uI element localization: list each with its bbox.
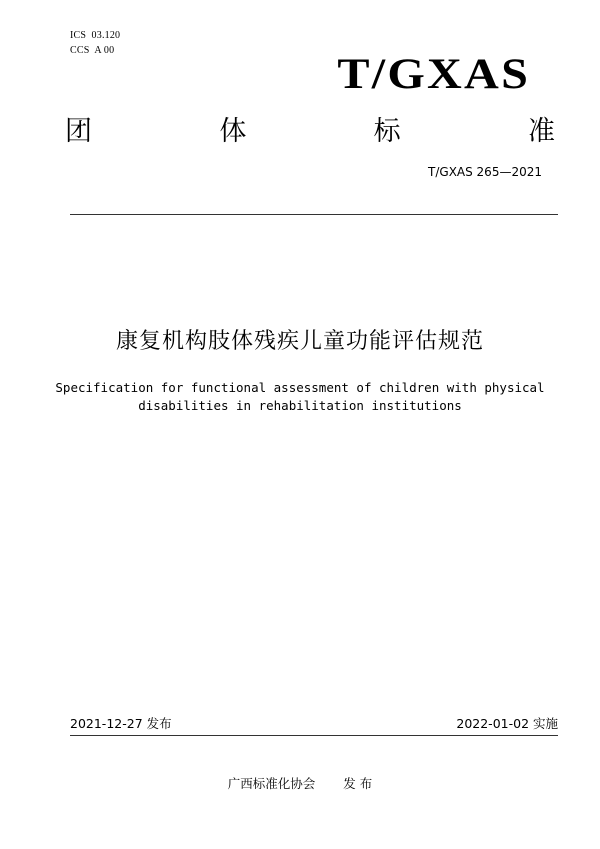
standard-number: T/GXAS 265—2021 <box>428 165 542 179</box>
standard-type-char-2: 体 <box>219 116 247 147</box>
publisher-line <box>0 776 600 792</box>
title-english-line-2: disabilities in rehabilitation institutions <box>138 398 462 413</box>
implementation-date: 2022-01-02 实施 <box>456 716 558 731</box>
bottom-divider <box>70 735 558 736</box>
title-english-line-1: Specification for functional assessment of children with physical <box>55 380 545 395</box>
standard-type-heading <box>65 115 555 149</box>
standard-type-char-3: 标 <box>373 116 401 147</box>
standard-type-char-4: 准 <box>527 116 555 147</box>
ics-code: ICS 03.120 <box>70 30 121 41</box>
top-divider <box>70 214 558 215</box>
issue-date: 2021-12-27 发布 <box>70 716 172 731</box>
publisher-action: 发 布 <box>343 776 373 791</box>
publisher-name: 广西标准化协会 <box>227 776 316 791</box>
ccs-code: CCS A 00 <box>70 45 115 56</box>
standard-type-char-1: 团 <box>65 116 92 147</box>
title-chinese: 康复机构肢体残疾儿童功能评估规范 <box>115 329 484 354</box>
standard-logo: T/GXAS <box>337 51 530 98</box>
